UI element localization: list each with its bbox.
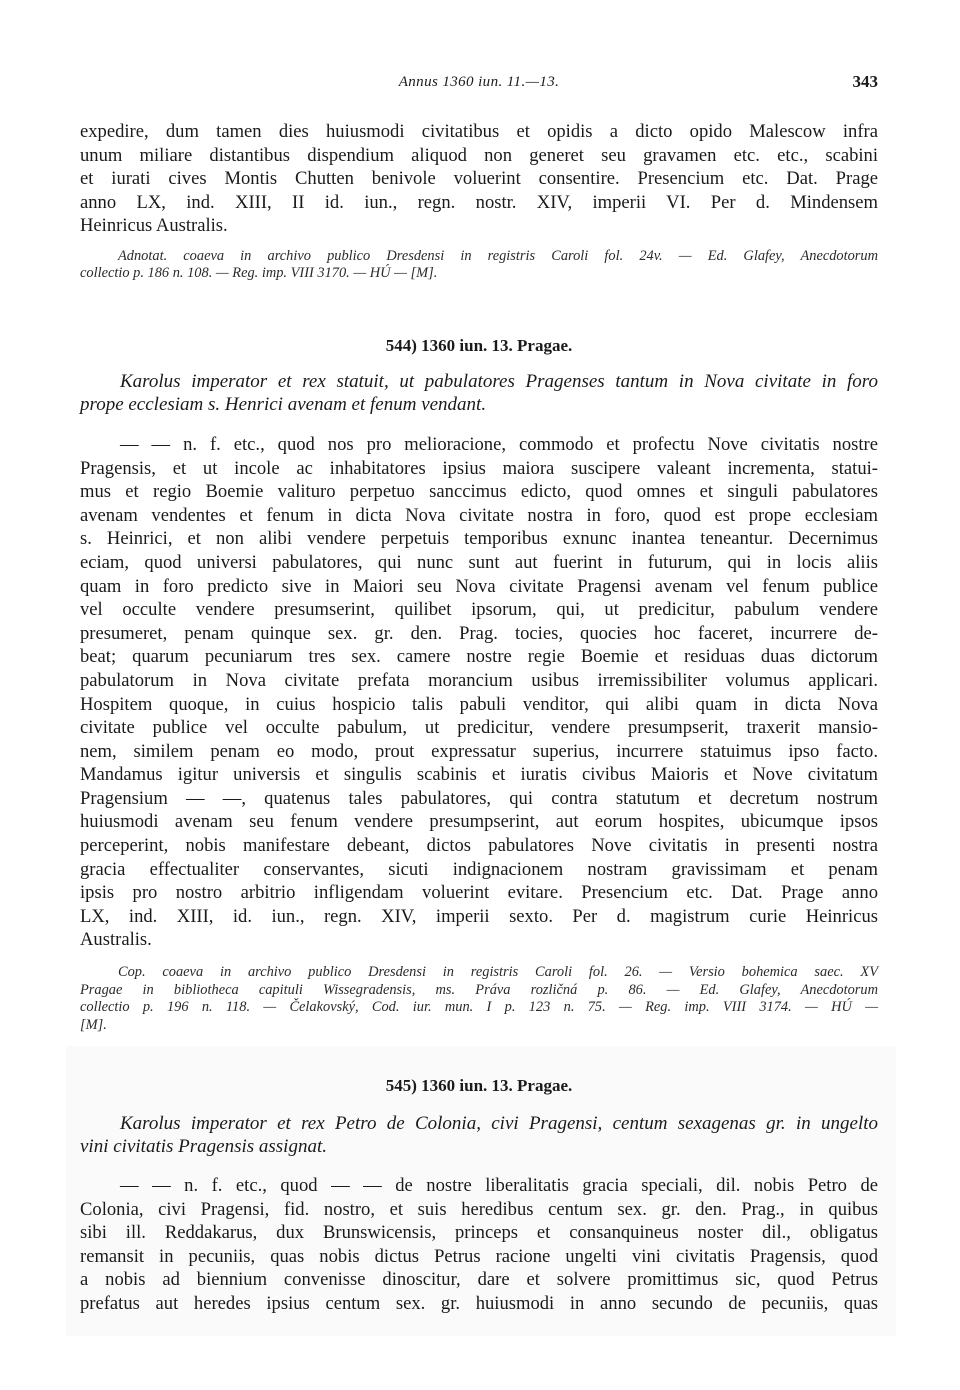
note-line: Pragae in bibliotheca capituli Wissegradensis, ms. Práva rozličná p. 86. — Ed. Glafey, Anecdotorum xyxy=(80,981,878,998)
note-line: Cop. coaeva in archivo publico Dresdensi in registris Caroli fol. 26. — Versio bohemica saec. XV xyxy=(118,964,878,981)
text-line: et iurati cives Montis Chutten benivole voluerint consentire. Presencium etc. Dat. Prage xyxy=(80,168,878,190)
note-line: collectio p. 186 n. 108. — Reg. imp. VIII 3170. — HÚ — [M]. xyxy=(80,265,438,282)
text-line: nem, similem penam eo modo, prout expressatur superius, incurrere statuimus ipso facto. xyxy=(80,740,878,762)
text-line: huiusmodi avenam seu fenum vendere presumpserint, aut eorum hospites, ubicumque ipsos xyxy=(80,811,878,833)
text-line: — — n. f. etc., quod — — de nostre liberalitatis gracia speciali, dil. nobis Petro de xyxy=(120,1175,878,1197)
text-line: ipsis pro nostro arbitrio infligendam voluerint evitare. Presencium etc. Dat. Prage anno xyxy=(80,882,878,904)
page xyxy=(80,66,878,1316)
text-line: Heinricus Australis. xyxy=(80,215,228,237)
doc-545-heading: 545) 1360 iun. 13. Pragae. xyxy=(385,1076,573,1096)
text-line: LX, ind. XIII, id. iun., regn. XIV, imperii sexto. Per d. magistrum curie Heinricus xyxy=(80,905,878,927)
text-line: Mandamus igitur universis et singulis scabinis et iuratis civibus Maioris et Nove civitatum xyxy=(80,764,878,786)
doc-544-regest xyxy=(80,370,878,416)
text-line: pabulatorum in Nova civitate prefata morancium usibus irremissibiliter volumus applicari. xyxy=(80,669,878,691)
text-line: quam in foro predicto sive in Maiori seu Nova civitate Pragensi avenam vel fenum publice xyxy=(80,575,878,597)
regest-line: Karolus imperator et rex statuit, ut pabulatores Pragenses tantum in Nova civitate in foro xyxy=(120,370,878,392)
page-number: 343 xyxy=(852,72,878,91)
text-line: Pragensis, et ut incole ac inhabitatores ipsius maiora suscipere valeant incrementa, statui- xyxy=(80,457,878,479)
text-line: unum miliare distantibus dispendium aliquod non generet seu gravamen etc. etc., scabini xyxy=(80,144,878,166)
text-line: civitate publice vel occulte pabulum, ut predicitur, vendere presumpserit, traxerit mansio- xyxy=(80,717,878,739)
text-line: remansit in pecuniis, quas nobis dictus Petrus racione ungelti vini civitatis Pragensis, quod xyxy=(80,1245,878,1267)
text-line: — — n. f. etc., quod nos pro melioracione, commodo et profectu Nove civitatis nostre xyxy=(120,433,878,455)
text-line: presumeret, penam quinque sex. gr. den. Prag. tocies, quocies hoc faceret, incurrere de- xyxy=(80,622,878,644)
doc-544-heading: 544) 1360 iun. 13. Pragae. xyxy=(385,335,573,355)
text-line: anno LX, ind. XIII, II id. iun., regn. nostr. XIV, imperii VI. Per d. Mindensem xyxy=(80,191,878,213)
text-line: avenam vendentes et fenum in dicta Nova civitate nostra in foro, quod est prope ecclesiam xyxy=(80,504,878,526)
text-line: vel occulte vendere presumserint, quilibet ipsorum, qui, ut predicitur, pabulum vendere xyxy=(80,599,878,621)
text-line: gracia effectualiter conservantes, sicuti indignacionem nostram gravissimam et penam xyxy=(80,858,878,880)
doc-545-regest xyxy=(80,1112,878,1158)
doc-544-text xyxy=(80,433,878,952)
text-line: prefatus aut heredes ipsius centum sex. gr. huiusmodi in anno secundo de pecuniis, quas xyxy=(80,1293,878,1314)
doc-544-note xyxy=(80,964,878,1034)
continuation-note xyxy=(80,248,878,283)
running-title: Annus 1360 iun. 11.—13. xyxy=(398,74,560,90)
text-line: eciam, quod universi pabulatores, qui nunc sunt aut fuerint in futurum, qui in locis aliis xyxy=(80,551,878,573)
text-line: expedire, dum tamen dies huiusmodi civitatibus et opidis a dicto opido Malescow infra xyxy=(80,121,878,142)
text-line: Colonia, civi Pragensi, fid. nostro, et suis heredibus centum sex. gr. den. Prag., in quibus xyxy=(80,1198,878,1220)
text-line: Australis. xyxy=(80,929,152,951)
regest-line: vini civitatis Pragensis assignat. xyxy=(80,1136,327,1158)
text-line: Hospitem quoque, in cuius hospicio talis pabuli venditor, qui alibi quam in dicta Nova xyxy=(80,693,878,715)
note-line: [M]. xyxy=(80,1016,107,1033)
text-line: Pragensium — —, quatenus tales pabulatores, qui contra statutum et decretum nostrum xyxy=(80,787,878,809)
text-line: s. Heinrici, et non alibi vendere perpetuis temporibus exnunc inantea teneantur. Decernimus xyxy=(80,528,878,550)
text-line: mus et regio Boemie valituro perpetuo sanccimus edicto, quod omnes et singuli pabulatores xyxy=(80,481,878,503)
note-line: Adnotat. coaeva in archivo publico Dresdensi in registris Caroli fol. 24v. — Ed. Glafey, Anecdotorum xyxy=(118,247,878,264)
text-line: sibi ill. Reddakarus, dux Brunswicensis, princeps et consanquineus noster dil., obligatus xyxy=(80,1222,878,1244)
note-line: collectio p. 196 n. 118. — Čelakovský, Cod. iur. mun. I p. 123 n. 75. — Reg. imp. VIII 3174. — HÚ — xyxy=(80,999,878,1016)
running-head xyxy=(80,66,878,106)
continuation-text xyxy=(80,120,878,238)
text-line: a nobis ad biennium convenisse dinoscitur, dare et solvere promittimus sic, quod Petrus xyxy=(80,1269,878,1291)
regest-line: prope ecclesiam s. Henrici avenam et fenum vendant. xyxy=(80,393,487,415)
text-line: perceperint, nobis manifestare debeant, dictos pabulatores Nove civitatis in presenti nostra xyxy=(80,835,878,857)
regest-line: Karolus imperator et rex Petro de Colonia, civi Pragensi, centum sexagenas gr. in ungelto xyxy=(120,1113,878,1135)
doc-545-text xyxy=(80,1174,878,1316)
text-line: beat; quarum pecuniarum tres sex. camere nostre regie Boemie et residuas duas dictorum xyxy=(80,646,878,668)
